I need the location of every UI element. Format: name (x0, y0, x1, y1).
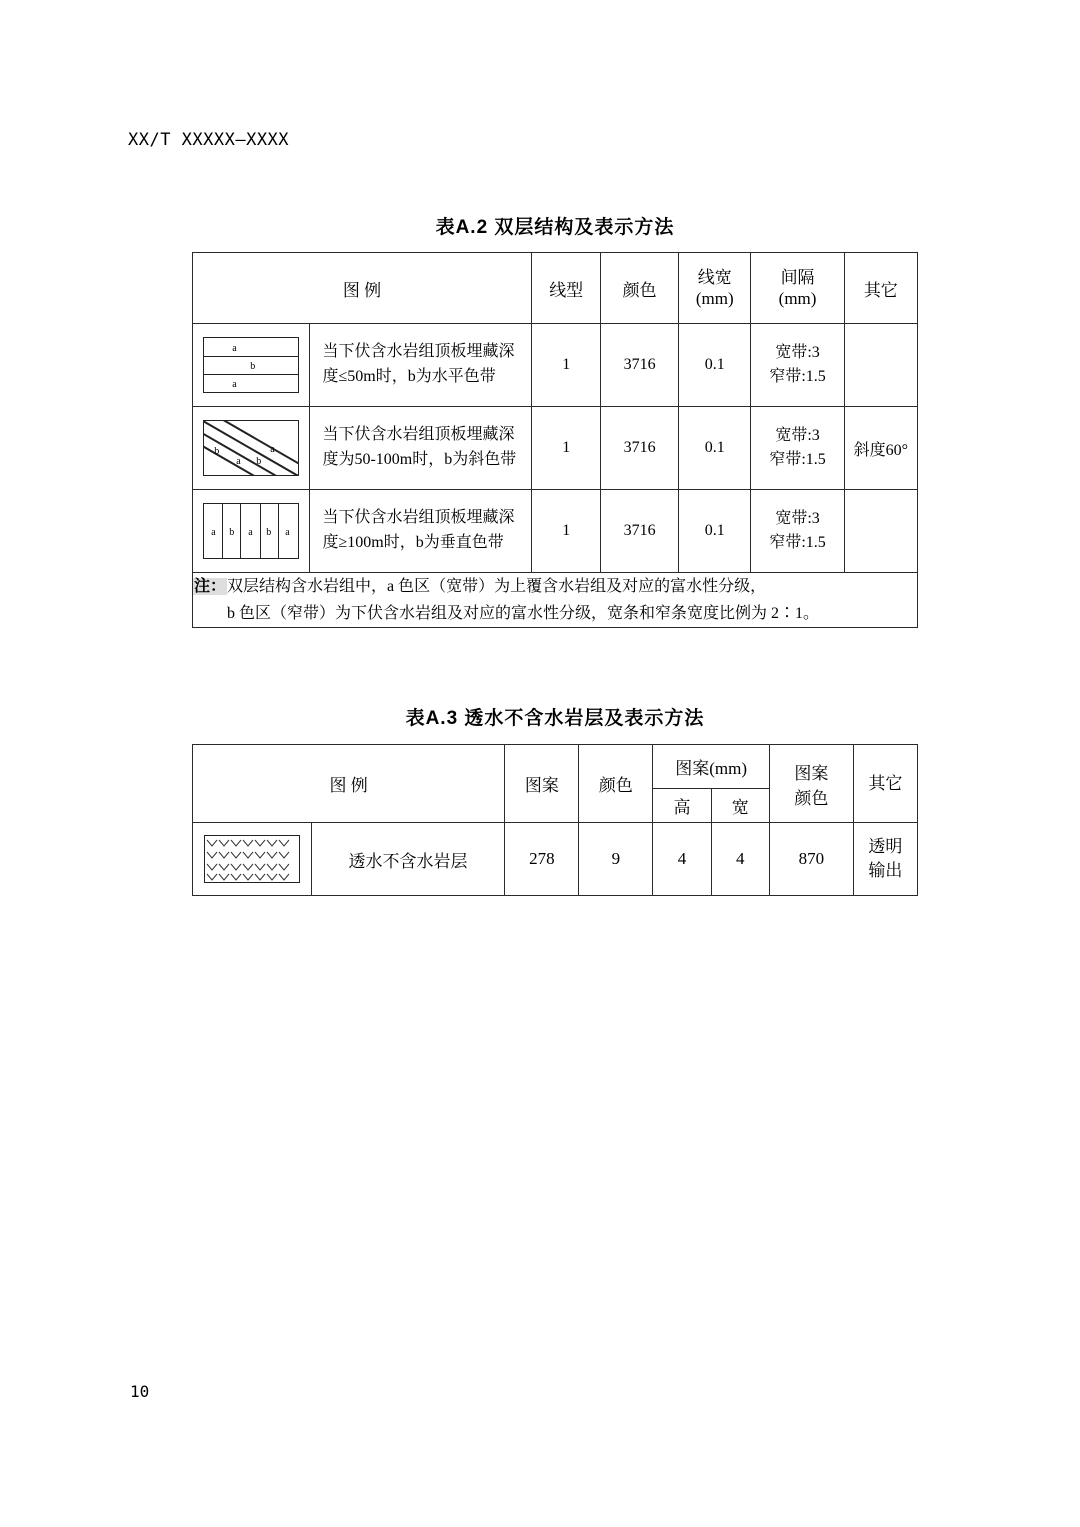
band-divider (204, 374, 298, 375)
note-label: 注： (194, 578, 227, 595)
band-divider (240, 504, 241, 558)
header-other: 其它 (844, 253, 917, 324)
row-pattern-color: 870 (769, 823, 853, 896)
table-row (193, 324, 918, 407)
row-gap-line2: 窄带:1.5 (769, 534, 826, 551)
table-a2-header-row (193, 253, 918, 324)
legend-box (204, 835, 300, 883)
row-gap-line2: 窄带:1.5 (769, 451, 826, 468)
header-pattern-mm: 图案(mm) (653, 745, 770, 789)
legend-label: a (285, 527, 290, 538)
row-other-line1: 透明 (868, 837, 903, 857)
header-linewidth-line2: (mm) (695, 289, 734, 308)
row-linetype: 1 (532, 490, 601, 573)
legend-label: a (248, 527, 253, 538)
table-a2 (192, 252, 918, 628)
table-a2-note (193, 573, 918, 628)
header-color: 颜色 (579, 745, 653, 823)
row-other: 斜度60° (844, 407, 917, 490)
band-divider (204, 356, 298, 357)
row-color: 3716 (601, 324, 679, 407)
header-pattern-color-line2: 颜色 (794, 788, 829, 808)
page-number: 10 (130, 1382, 150, 1401)
row-name: 透水不含水岩层 (311, 823, 505, 896)
row-width: 4 (711, 823, 769, 896)
header-linewidth (678, 253, 751, 324)
row-color: 3716 (601, 490, 679, 573)
table-row (193, 823, 918, 896)
header-legend: 图 例 (193, 745, 505, 823)
legend-vertical-band-icon (193, 490, 310, 573)
table-row (193, 407, 918, 490)
legend-box (203, 420, 299, 476)
legend-horizontal-band-icon (193, 324, 310, 407)
row-color: 3716 (601, 407, 679, 490)
row-other (844, 324, 917, 407)
row-description: 当下伏含水岩组顶板埋藏深度≤50m时，b为水平色带 (310, 324, 532, 407)
legend-label: b (229, 527, 235, 538)
row-gap-line1: 宽带:3 (775, 510, 820, 527)
table-a3 (192, 744, 918, 896)
table-a2-title: 表A.2 双层结构及表示方法 (435, 217, 675, 238)
row-gap (751, 407, 844, 490)
row-description: 当下伏含水岩组顶板埋藏深度为50-100m时，b为斜色带 (310, 407, 532, 490)
legend-label: b (214, 446, 220, 457)
header-pattern-color (769, 745, 853, 823)
hatch-svg (205, 836, 299, 882)
row-gap (751, 490, 844, 573)
band-divider (222, 504, 223, 558)
row-other (844, 490, 917, 573)
table-note-row (193, 573, 918, 628)
table-row (193, 490, 918, 573)
row-pattern: 278 (505, 823, 579, 896)
header-legend: 图 例 (193, 253, 532, 324)
note-line2: b 色区（窄带）为下伏含水岩组及对应的富水性分级，宽条和窄条宽度比例为 2∶1。 (227, 605, 820, 623)
band-divider (260, 504, 261, 558)
row-linewidth: 0.1 (678, 407, 751, 490)
header-pattern-height: 高 (653, 789, 711, 823)
row-gap (751, 324, 844, 407)
legend-hatch-pattern-icon (193, 823, 312, 896)
legend-label: a (236, 456, 241, 467)
table-a3-title: 表A.3 透水不含水岩层及表示方法 (405, 708, 705, 729)
row-gap-line1: 宽带:3 (775, 427, 820, 444)
standard-code-header: XX/T XXXXX—XXXX (128, 130, 290, 150)
row-color: 9 (579, 823, 653, 896)
table-a3-header-row-1 (193, 745, 918, 789)
header-gap-line2: (mm) (778, 289, 817, 308)
legend-label: b (250, 361, 256, 372)
header-pattern: 图案 (505, 745, 579, 823)
row-other-line2: 输出 (868, 861, 903, 880)
legend-box (203, 503, 299, 559)
header-color: 颜色 (601, 253, 679, 324)
legend-label: b (256, 456, 262, 467)
legend-box (203, 337, 299, 393)
legend-label: b (266, 527, 272, 538)
row-linetype: 1 (532, 407, 601, 490)
legend-diagonal-band-icon (193, 407, 310, 490)
note-line1: 双层结构含水岩组中，a 色区（宽带）为上覆含水岩组及对应的富水性分级， (227, 578, 767, 595)
band-divider (278, 504, 279, 558)
row-height: 4 (653, 823, 711, 896)
row-gap-line1: 宽带:3 (775, 344, 820, 361)
header-pattern-color-line1: 图案 (794, 763, 829, 783)
legend-label: a (270, 444, 275, 455)
legend-label: a (211, 527, 216, 538)
row-description: 当下伏含水岩组顶板埋藏深度≥100m时，b为垂直色带 (310, 490, 532, 573)
row-linewidth: 0.1 (678, 324, 751, 407)
header-linewidth-line1: 线宽 (697, 267, 732, 287)
header-gap (751, 253, 844, 324)
header-gap-line1: 间隔 (780, 267, 815, 287)
legend-label: a (232, 379, 237, 390)
header-linetype: 线型 (532, 253, 601, 324)
row-linewidth: 0.1 (678, 490, 751, 573)
row-gap-line2: 窄带:1.5 (769, 368, 826, 385)
row-other (853, 823, 917, 896)
row-linetype: 1 (532, 324, 601, 407)
header-pattern-width: 宽 (711, 789, 769, 823)
header-other: 其它 (853, 745, 917, 823)
legend-label: a (232, 343, 237, 354)
